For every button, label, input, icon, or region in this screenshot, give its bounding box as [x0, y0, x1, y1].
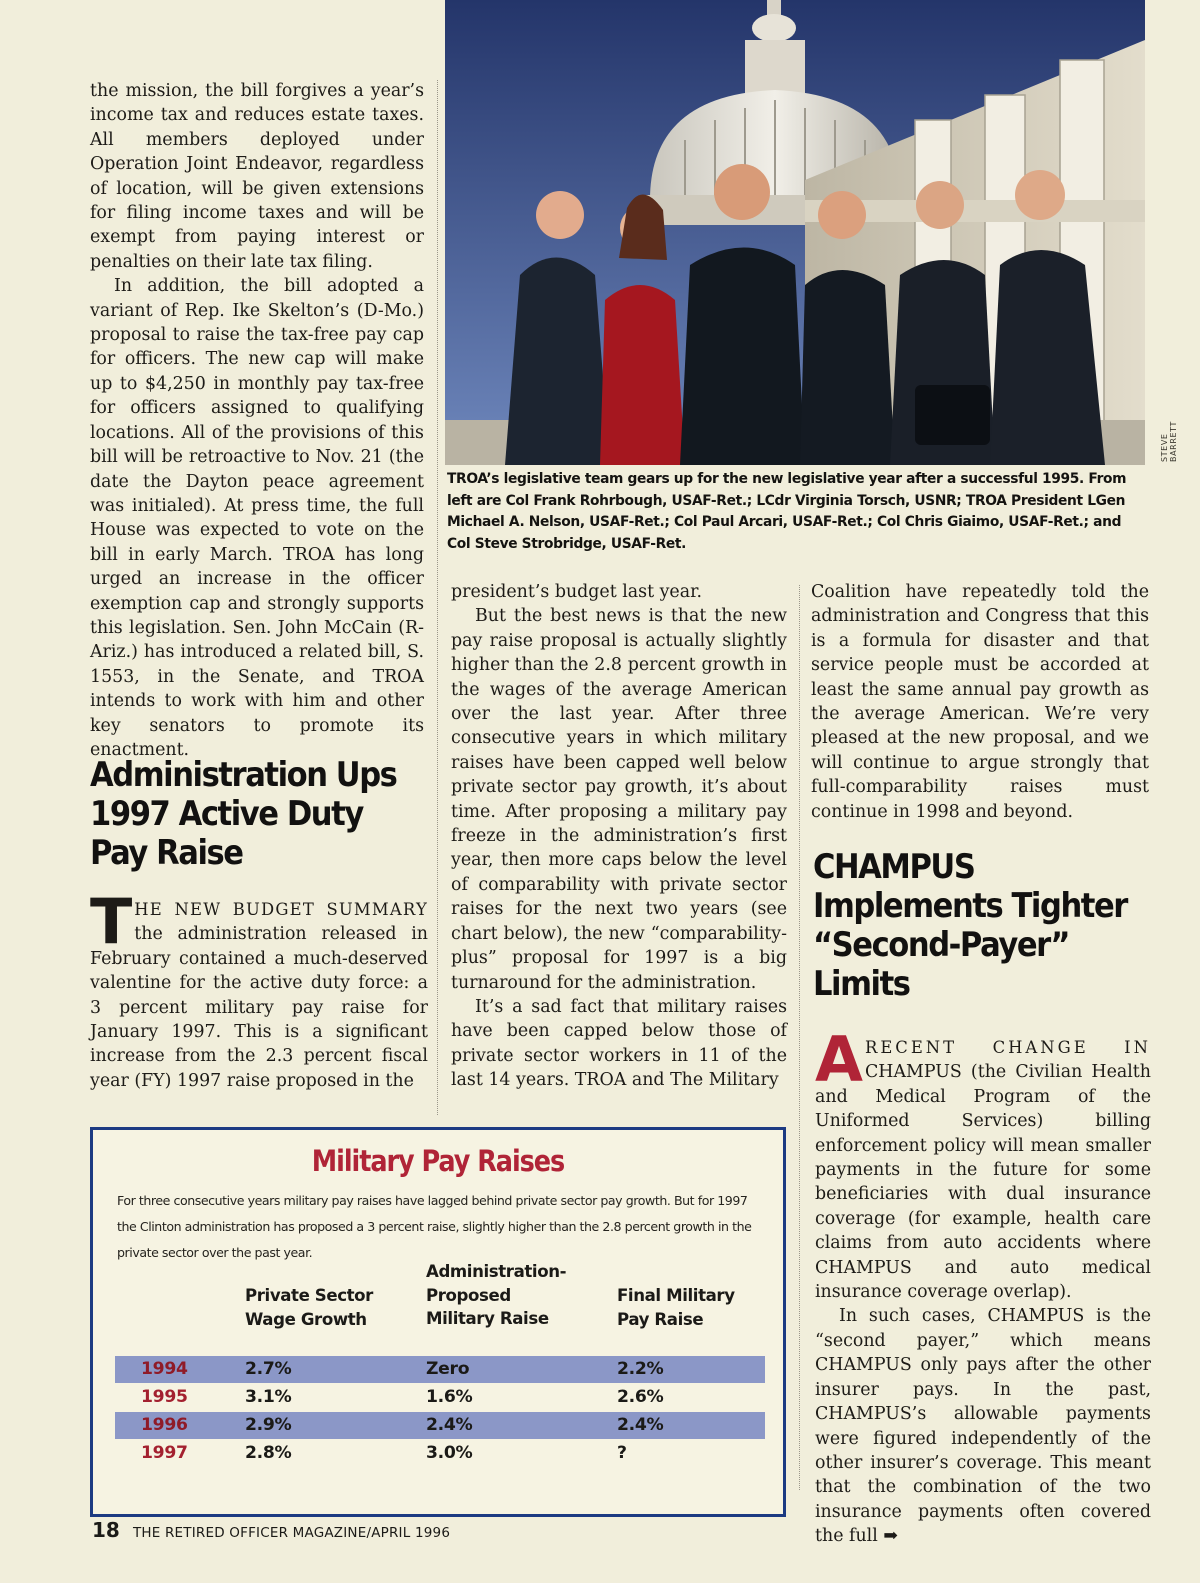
drop-cap: A — [815, 1023, 863, 1096]
header-line: Final Military — [617, 1286, 735, 1305]
page-number: 18 — [92, 1518, 120, 1542]
paragraph: In such cases, CHAMPUS is the “second payer,” which means CHAMPUS only pays after the other insurer pays. In the past, CHAMPUS’s allowable payments were figured independently of the other insurer’s coverage. This meant that the combination of the two insurance payments often covered the full — [815, 1306, 1151, 1547]
year-cell: 1997 — [141, 1443, 188, 1463]
paragraph: But the best news is that the new pay raise proposal is actually slightly higher than the 2.8 percent growth in the wages of the average American over the last year. After three consecutive years in which military raises have been capped well below private sector pay growth, it’s about time. After proposing a military pay freeze in the administration’s first year, then more caps below the level of comparability with private sector raises for the next two years (see chart below), the new “comparability-plus” proposal for 1997 is a big turnaround for the administration. — [451, 606, 787, 993]
headline-line: CHAMPUS — [813, 847, 975, 887]
header-administration-proposed — [426, 1260, 566, 1331]
admin-cell: 1.6% — [426, 1387, 473, 1407]
final-cell: 2.4% — [617, 1415, 664, 1435]
lead-in-caps: HE NEW BUDGET SUMMARY — [134, 900, 428, 919]
headline-line: Pay Raise — [90, 833, 243, 873]
lead-text: CHAMPUS (the Civilian Health and Medical Program of the Uniformed Services) billing enforcement policy will mean smaller payments in the future for some beneficiaries with dual insurance coverage (for example, health care claims from auto accidents where CHAMPUS and auto medical insurance coverage overlap). — [815, 1062, 1151, 1303]
paragraph: the mission, the bill forgives a year’s income tax and reduces estate taxes. All members deployed under Operation Joint Endeavor, regardless of location, will be given extensions for filing income taxes and will be exempt from paying interest or penalties on their late tax filing. — [90, 81, 424, 272]
capitol-team-photo — [445, 0, 1145, 465]
admin-cell: 2.4% — [426, 1415, 473, 1435]
drop-cap: T — [90, 885, 133, 958]
lead-text: the administration released in February contained a much-deserved valentine for the active duty force: a 3 percent military pay raise for January 1997. This is a significant increase from the 2.3 percent fiscal year (FY) 1997 raise proposed in the — [90, 924, 428, 1091]
photo-caption: TROA’s legislative team gears up for the new legislative year after a successful 1995. From left are Col Frank Rohrbough, USAF-Ret.; LCdr Virginia Torsch, USNR; TROA President LGen Michael A. Nelson, USAF-Ret.; Col Paul Arcari, USAF-Ret.; Col Chris Giaimo, USAF-Ret.; and Col Steve Strobridge, USAF-Ret. — [447, 471, 1127, 552]
paragraph: It’s a sad fact that military raises have been capped below those of private sector workers in 11 of the last 14 years. TROA and The Military — [451, 996, 787, 1091]
private-cell: 2.9% — [245, 1415, 292, 1435]
admin-cell: 3.0% — [426, 1443, 473, 1463]
final-cell: 2.6% — [617, 1387, 664, 1407]
chart-subtitle: For three consecutive years military pay raises have lagged behind private sector pay growth. But for 1997 the Clinton administration has proposed a 3 percent raise, slightly higher than the 2.8 percent growth in the private sector over the past year. — [117, 1193, 752, 1260]
table-row — [115, 1356, 765, 1383]
chart-title: Military Pay Raises — [311, 1144, 565, 1178]
header-line: Wage Growth — [245, 1309, 367, 1329]
column-rule — [799, 585, 800, 1490]
year-cell: 1996 — [141, 1415, 188, 1435]
paragraph: In addition, the bill adopted a variant of Rep. Ike Skelton’s (D-Mo.) proposal to raise the tax-free pay cap for officers. The new cap will make up to $4,250 in monthly pay tax-free for officers assigned to qualifying locations. All of the provisions of this bill will be retroactive to Nov. 21 (the date the Dayton peace agreement was initialed). At press time, the full House was expected to vote on the bill in early March. TROA has long urged an increase in the officer exemption cap and strongly supports this legislation. Sen. John McCain (R-Ariz.) has introduced a related bill, S. 1553, in the Senate, and TROA intends to work with him and other key senators to promote its enactment. — [90, 276, 424, 760]
table-row — [115, 1440, 765, 1467]
headline-line: “Second-Payer” — [813, 925, 1070, 965]
header-line: Pay Raise — [617, 1309, 704, 1329]
continue-arrow-icon: ➡ — [883, 1526, 898, 1547]
table-row — [115, 1384, 765, 1411]
article-headline-pay-raise — [90, 756, 396, 873]
photo-credit: STEVE BARRETT — [1160, 421, 1178, 462]
headline-line: 1997 Active Duty — [90, 794, 363, 834]
lead-in-caps: RECENT CHANGE IN — [864, 1038, 1151, 1057]
article-1-lead — [90, 885, 428, 1093]
year-cell: 1995 — [141, 1387, 188, 1407]
header-line: Administration- — [426, 1262, 567, 1281]
column-rule — [437, 80, 438, 1115]
page-footer — [92, 1518, 450, 1542]
private-cell: 2.8% — [245, 1443, 292, 1463]
article-2-text — [815, 1023, 1151, 1549]
table-row — [115, 1412, 765, 1439]
publication-line: THE RETIRED OFFICER MAGAZINE/APRIL 1996 — [132, 1525, 451, 1541]
headline-line: Implements Tighter — [813, 886, 1127, 926]
article-1-column-3 — [811, 580, 1149, 824]
header-line: Private Sector — [245, 1286, 373, 1305]
header-private-sector — [245, 1284, 373, 1331]
final-cell: 2.2% — [617, 1359, 664, 1379]
photo-image — [445, 0, 1145, 465]
article-headline-champus — [813, 848, 1127, 1004]
headline-line: Administration Ups — [90, 755, 397, 795]
final-cell: ? — [617, 1443, 627, 1463]
military-pay-raises-table — [90, 1127, 786, 1517]
paragraph: Coalition have repeatedly told the administration and Congress that this is a formula for disaster and that service people must be accorded at least the same annual pay growth as the average American. We’re very pleased at the new proposal, and we will continue to argue strongly that full-comparability raises must continue in 1998 and beyond. — [811, 582, 1149, 822]
column-1-top-text — [90, 79, 424, 762]
article-1-column-2 — [451, 580, 787, 1093]
admin-cell: Zero — [426, 1359, 470, 1379]
paragraph: president’s budget last year. — [451, 582, 703, 602]
header-line: Proposed — [426, 1285, 511, 1305]
private-cell: 2.7% — [245, 1359, 292, 1379]
headline-line: Limits — [813, 964, 910, 1004]
header-line: Military Raise — [426, 1309, 549, 1329]
header-final-military — [617, 1284, 735, 1331]
year-cell: 1994 — [141, 1359, 188, 1379]
private-cell: 3.1% — [245, 1387, 292, 1407]
